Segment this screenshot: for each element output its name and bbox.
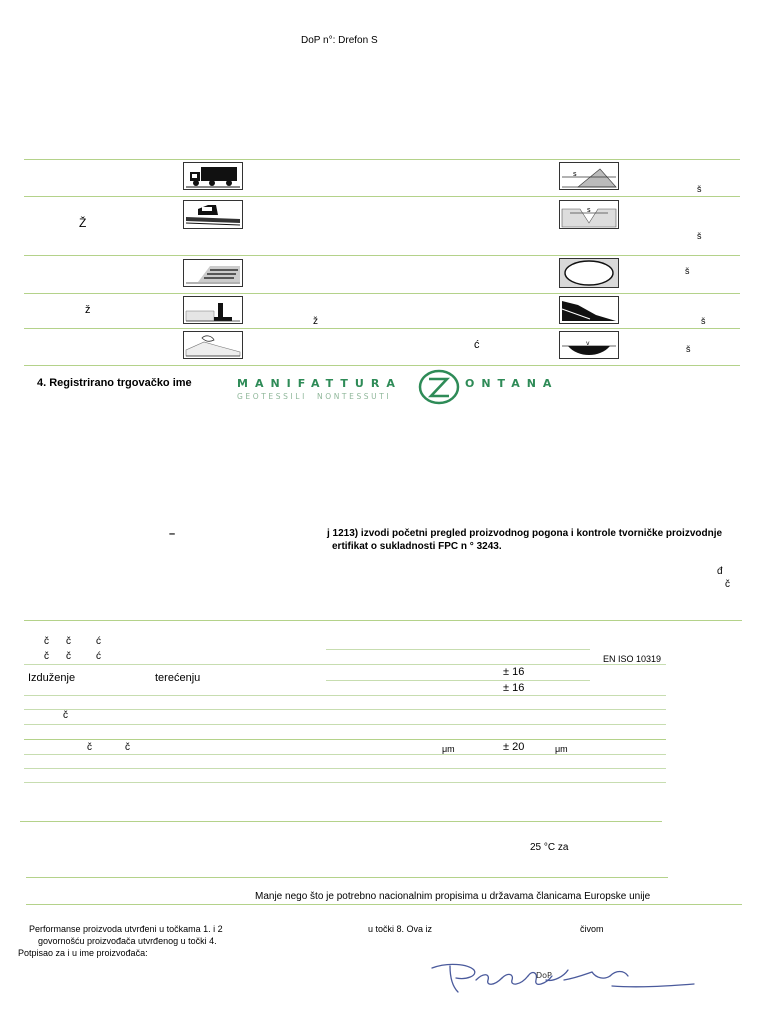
tolerance-value: ± 16 xyxy=(503,666,525,678)
cell-text: č xyxy=(125,742,130,753)
row-text: š xyxy=(697,231,702,241)
cell-text: č xyxy=(87,742,92,753)
company-logo xyxy=(237,369,577,405)
tunnel-icon xyxy=(559,258,619,288)
dop-title: DoP n°: Drefon S xyxy=(301,35,378,46)
section-rule xyxy=(20,821,662,822)
table-rule xyxy=(24,293,740,294)
unit-label: μm xyxy=(442,744,455,754)
embankment-icon xyxy=(559,162,619,190)
row-text: ž xyxy=(85,304,91,316)
table-rule xyxy=(24,365,740,366)
section-rule xyxy=(26,877,668,878)
table-rule xyxy=(24,695,666,696)
cell-text: č xyxy=(44,651,49,662)
footer-line-1: Performanse proizvoda utvrđeni u točkama 1. i 2 xyxy=(29,924,223,934)
table-rule xyxy=(24,754,666,755)
section-rule xyxy=(26,904,742,905)
standard-label: EN ISO 10319 xyxy=(603,654,662,664)
signature xyxy=(428,958,698,998)
unit-label: μm xyxy=(555,744,568,754)
cell-text: č xyxy=(63,710,68,721)
cell-text: č xyxy=(66,636,71,647)
row-text: š xyxy=(686,344,691,354)
cert-line-1: j 1213) izvodi početni pregled proizvodnog pogona i kontrole tvorničke proizvodnje xyxy=(327,528,723,539)
table-rule xyxy=(24,709,666,710)
footer-line-2: govornošću proizvođača utvrđenog u točki 4. xyxy=(38,936,217,946)
table-rule xyxy=(24,739,666,740)
cell-text: č xyxy=(66,651,71,662)
landfill-icon xyxy=(559,331,619,359)
logo-tagline-1: GEOTESSILI xyxy=(237,392,307,401)
elongation-label: Izduženje xyxy=(28,672,76,684)
footer-line-1-right: čivom xyxy=(580,924,604,934)
foundation-icon xyxy=(183,259,243,287)
row-text: š xyxy=(685,266,690,276)
tolerance-value: ± 16 xyxy=(503,682,525,694)
section-rule xyxy=(24,620,742,621)
cert-char: đ xyxy=(717,566,723,577)
table-rule xyxy=(24,328,740,329)
row-text: ć xyxy=(474,339,480,351)
logo-tagline-2: NONTESSUTI xyxy=(317,392,392,401)
signed-for-label: Potpisao za i u ime proizvođača: xyxy=(18,948,148,958)
row-text: Ž xyxy=(79,216,87,230)
table-rule xyxy=(24,724,666,725)
signature-stamp: DoP xyxy=(536,971,552,980)
temperature-note: 25 °C za xyxy=(530,842,569,853)
table-rule xyxy=(24,255,740,256)
railway-icon xyxy=(183,200,243,229)
channel-icon xyxy=(559,200,619,229)
footer-line-1-mid: u točki 8. Ova iz xyxy=(368,924,433,934)
dangerous-substances-text: Manje nego što je potrebno nacionalnim propisima u državama članicama Europske unije xyxy=(255,891,651,902)
table-rule xyxy=(326,649,590,650)
logo-word-2: ONTANA xyxy=(465,377,559,390)
tolerance-value: ± 20 xyxy=(503,741,525,753)
svg-text:s: s xyxy=(587,206,591,214)
cert-dash: – xyxy=(169,528,176,540)
row-text: ž xyxy=(313,316,318,327)
retaining-wall-icon xyxy=(183,296,243,324)
slope-icon xyxy=(183,331,243,359)
fontana-logo-icon xyxy=(417,369,461,405)
cert-line-2: ertifikat o sukladnosti FPC n ° 3243. xyxy=(332,541,502,552)
table-rule xyxy=(24,782,666,783)
svg-text:v: v xyxy=(586,340,590,347)
cell-text: ć xyxy=(96,651,101,662)
reservoir-icon xyxy=(559,296,619,324)
cell-text: č xyxy=(44,636,49,647)
cert-char: č xyxy=(725,579,730,590)
row-text: š xyxy=(701,316,706,326)
row-text: š xyxy=(697,184,702,194)
table-rule xyxy=(24,159,740,160)
svg-text:s: s xyxy=(573,170,577,178)
table-rule xyxy=(24,196,740,197)
cell-text: ć xyxy=(96,636,101,647)
load-label: terećenju xyxy=(155,672,201,684)
section-4-label: 4. Registrirano trgovačko ime xyxy=(37,377,192,389)
truck-icon xyxy=(183,162,243,190)
table-rule xyxy=(24,664,666,665)
logo-word-1: MANIFATTURA xyxy=(237,377,402,390)
table-rule xyxy=(24,768,666,769)
table-rule xyxy=(326,680,590,681)
